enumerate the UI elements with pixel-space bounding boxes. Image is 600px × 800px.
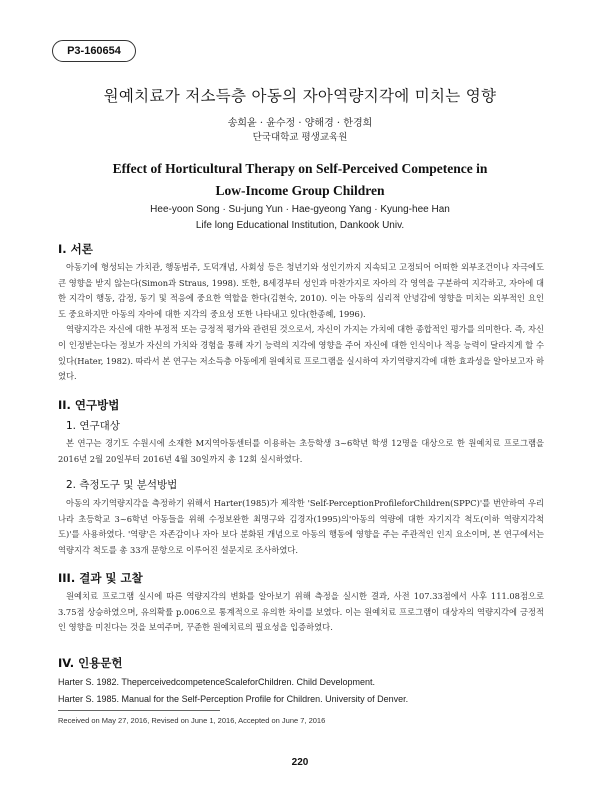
methods-sub2-paragraph: 아동의 자기역량지각을 측정하기 위해서 Harter(1985)가 제작한 'Self-PerceptionProfileforChildren(SPPC)'를 번안하여 우리나라 초등학교 3~6학년 아동들을 위해 수정보완한 최명구와 김경자(1995)의'아동의 역량에 대한 자기지각 척도(이하 역량지각척도)'를 사용하였다. '역량'은 자존감이나 자아 보다 분화된 개념으로 아동의 행동에 영향을 주는 주관적인 인지 요소이며, 본 연구에서는 역량지각 척도를 총 33개 문항으로 이루어진 설문지로 조사하였다. [58, 498, 544, 555]
references-list [58, 674, 544, 708]
title-english-line2: Low-Income Group Children [215, 183, 385, 198]
paper-id-badge: P3-160654 [52, 40, 136, 62]
results-paragraph: 원예치료 프로그램 실시에 따른 역량지각의 변화를 알아보기 위해 측정을 실시한 결과, 사전 107.33점에서 사후 111.08점으로 3.75점 상승하였으며, 유의확률 p.006으로 통계적으로 유의한 차이를 보였다. 이는 원예치료 프로그램이 대상자의 역량지각에 긍정적인 영향을 미친다는 것을 보여주며, 꾸준한 원예치료의 필요성을 입증하였다. [58, 591, 544, 633]
intro-body [58, 260, 544, 385]
methods-sub1-body [58, 436, 544, 467]
title-korean: 원예치료가 저소득층 아동의 자아역량지각에 미치는 영향 [103, 87, 497, 105]
title-english [0, 158, 600, 202]
methods-heading: II. 연구방법 [58, 398, 120, 412]
references-heading: IV. 인용문헌 [58, 656, 123, 670]
results-body [58, 589, 544, 636]
methods-sub1-paragraph: 본 연구는 경기도 수원시에 소재한 M지역아동센터를 이용하는 초등학생 3~6학년 학생 12명을 대상으로 한 원예치료 프로그램을 2016년 2월 20일부터 2016년 4월 30일까지 총 12회 실시하였다. [58, 438, 544, 464]
footnote: Received on May 27, 2016, Revised on June 1, 2016, Accepted on June 7, 2016 [58, 716, 326, 725]
reference-item: Harter S. 1985. Manual for the Self-Perception Profile for Children. University of Denver. [58, 694, 409, 704]
intro-heading: I. 서론 [58, 242, 93, 256]
authors-korean: 송희윤 · 윤수정 · 양해경 · 한경희 [227, 118, 373, 129]
methods-sub2-body [58, 496, 544, 558]
methods-sub2-heading: 2. 측정도구 및 분석방법 [66, 479, 178, 491]
title-english-line1: Effect of Horticultural Therapy on Self-Perceived Competence in [112, 161, 488, 176]
reference-item: Harter S. 1982. TheperceivedcompetenceScaleforChildren. Child Development. [58, 677, 376, 687]
intro-paragraph-1: 아동기에 형성되는 가치관, 행동범주, 도덕개념, 사회성 등은 청년기와 성인기까지 지속되고 고정되어 어떠한 외부조건이나 자극에도 큰 영향을 받지 않는다(Simon과 Straus, 1998). 또한, 8세경부터 성인과 마찬가지로 자아의 각 영역을 구분하여 지각하고, 자아에 대한 지각이 행동, 감정, 동기 및 적응에 중요한 역할을 한다(김현숙, 2010). 이는 아동의 심리적 안녕감에 영향을 미치는 외부적인 요인도 중요하지만 아동의 자아에 대한 지각의 중요성 또한 나타내고 있다(한종혜, 1996). [58, 262, 544, 319]
results-heading: III. 결과 및 고찰 [58, 571, 143, 585]
affiliation-korean: 단국대학교 평생교육원 [252, 132, 348, 143]
footnote-divider [58, 710, 220, 711]
affiliation-english: Life long Educational Institution, Dankook Univ. [195, 220, 405, 231]
methods-sub1-heading: 1. 연구대상 [66, 420, 120, 432]
authors-english: Hee-yoon Song · Su-jung Yun · Hae-gyeong Yang · Kyung-hee Han [150, 204, 450, 215]
page-number: 220 [291, 757, 309, 768]
intro-paragraph-2: 역량지각은 자신에 대한 부정적 또는 긍정적 평가와 관련된 것으로서, 자신이 가지는 가치에 대한 종합적인 평가를 의미한다. 즉, 자신이 인정받는다는 정보가 자신의 가치와 경험을 통해 자기 능력의 지각에 영향을 주어 자신에 대한 인식이나 적응 능력이 달라지게 할 수 있다(Hater, 1982). 따라서 본 연구는 저소득층 아동에게 원예치료 프로그램을 실시하여 자기역량지각에 대한 효과성을 알아보고자 하였다. [58, 324, 544, 382]
